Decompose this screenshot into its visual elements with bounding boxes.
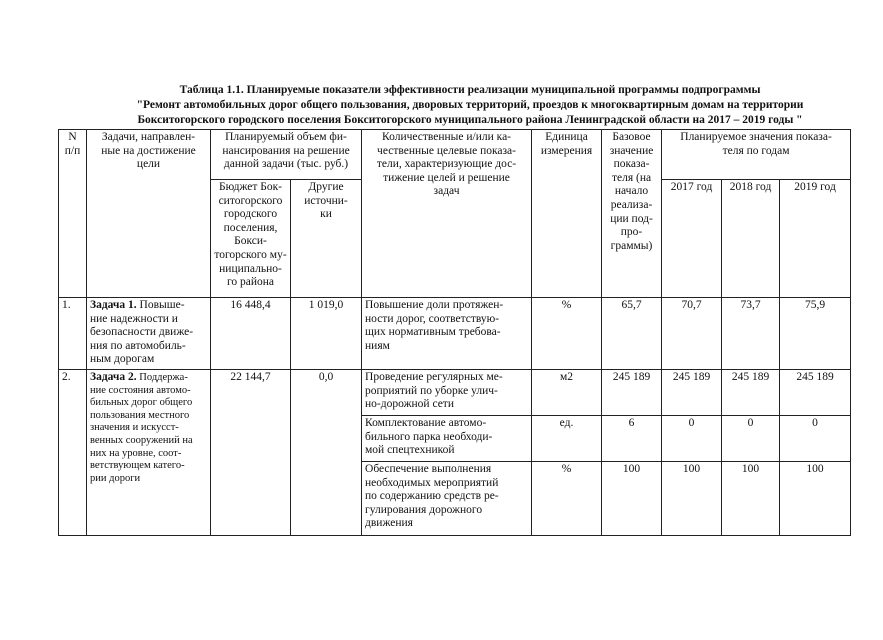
value-2019: 75,9 [780,298,851,370]
header-unit: Единица измерения [532,130,602,298]
unit-value: м2 [532,370,602,416]
table-row [59,298,851,370]
other-value: 1 019,0 [291,298,362,370]
value-2018: 100 [722,462,780,536]
row-num: 2. [59,370,87,536]
value-2018: 0 [722,416,780,462]
base-value: 100 [602,462,662,536]
indicator-text: Комплектование автомо- бильного парка необходи- мой спецтехникой [362,416,532,462]
caption-line-2: "Ремонт автомобильных дорог общего пользования, дворовых территорий, проездов к многоквартирным домам на территории [136,99,804,111]
value-2018: 73,7 [722,298,780,370]
task-text: Поддержа- ние состояния автомо- бильных дорог общего пользования местного значения и искусст- венных сооружений на них на уровне, соот- ветствующем катего- рии дороги [90,372,193,484]
header-indicators: Количественные и/или ка- чественные целевые показа- тели, характеризующие дос- тижение целей и решение задач [362,130,532,298]
value-2018: 245 189 [722,370,780,416]
value-2017: 70,7 [662,298,722,370]
unit-value: % [532,298,602,370]
indicator-text: Проведение регулярных ме- роприятий по уборке улич- но-дорожной сети [362,370,532,416]
value-2017: 245 189 [662,370,722,416]
header-funding: Планируемый объем фи- нансирования на решение данной задачи (тыс. руб.) [211,130,362,180]
indicator-text: Повышение доли протяжен- ности дорог, соответствую- щих нормативным требова- ниям [362,298,532,370]
value-2019: 0 [780,416,851,462]
budget-value: 16 448,4 [211,298,291,370]
table-row [59,370,851,416]
task-text: Повыше- ние надежности и безопасности движе- ния по автомобиль- ным дорогам [90,299,194,366]
header-planned: Планируемое значения показа- теля по годам [662,130,851,180]
header-num: N п/п [59,130,87,298]
caption-line-1: Таблица 1.1. Планируемые показатели эффективности реализации муниципальной программы подпрограммы [179,84,761,96]
indicator-text: Обеспечение выполнения необходимых мероприятий по содержанию средств ре- гулирования дорожного движения [362,462,532,536]
task-cell [87,298,211,370]
table-caption [40,83,883,128]
task-label: Задача 1. [90,299,137,311]
task-cell [87,370,211,536]
base-value: 6 [602,416,662,462]
value-2019: 100 [780,462,851,536]
row-num: 1. [59,298,87,370]
unit-value: % [532,462,602,536]
other-value: 0,0 [291,370,362,536]
value-2017: 0 [662,416,722,462]
header-tasks: Задачи, направлен- ные на достижение цели [87,130,211,298]
header-2018: 2018 год [722,180,780,298]
base-value: 65,7 [602,298,662,370]
header-other: Другие источни- ки [291,180,362,298]
indicators-table [58,129,851,536]
header-base: Базовое значение показа- теля (на начало реализа- ции под- про- граммы) [602,130,662,298]
task-label: Задача 2. [90,371,137,383]
budget-value: 22 144,7 [211,370,291,536]
header-row-1 [59,130,851,180]
unit-value: ед. [532,416,602,462]
value-2017: 100 [662,462,722,536]
caption-line-3: Бокситогорского городского поселения Бокситогорского муниципального района Ленинградской области на 2017 – 2019 годы " [137,114,803,126]
header-2019: 2019 год [780,180,851,298]
base-value: 245 189 [602,370,662,416]
value-2019: 245 189 [780,370,851,416]
header-budget: Бюджет Бок- ситогорского городского поселения, Бокси- тогорского му- ниципально- го района [211,180,291,298]
header-2017: 2017 год [662,180,722,298]
